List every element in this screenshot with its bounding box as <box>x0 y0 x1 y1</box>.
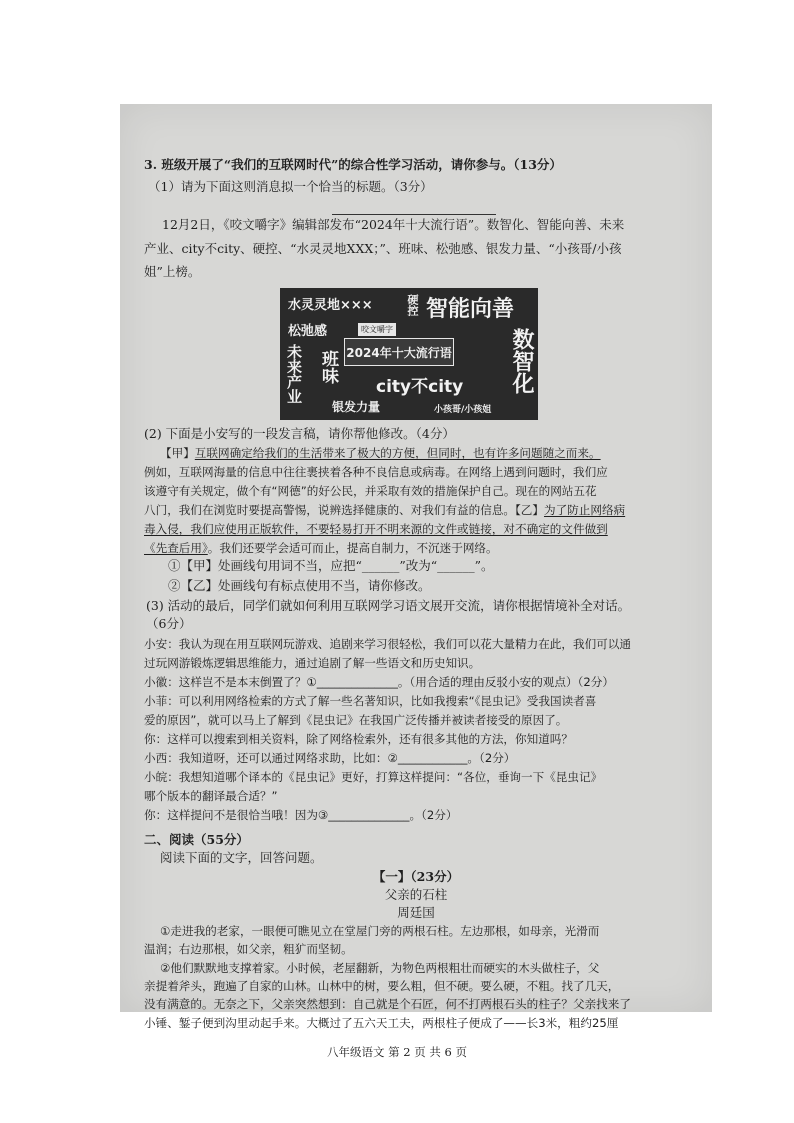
news-line-3: 姐”上榜。 <box>144 264 201 279</box>
speech-line-6: 《先查后用》。我们还要学会适可而止，提高自制力，不沉迷于网络。 <box>144 541 498 555</box>
question-3-title: 3. 班级开展了“我们的互联网时代”的综合性学习活动，请你参与。（13分） <box>144 157 562 172</box>
article-line: 温润；右边那根，如父亲，粗犷而坚韧。 <box>144 942 353 956</box>
dialog-line: 你：这样提问不是很恰当哦！因为③______________。（2分） <box>144 808 458 822</box>
page-footer: 八年级语文 第 2 页 共 6 页 <box>326 1045 468 1059</box>
exam-page <box>120 104 712 1012</box>
section-heading: 【一】（23分） <box>372 869 460 884</box>
banner-word: 松弛感 <box>288 324 328 339</box>
dialog-line: 小菲：可以利用网络检索的方式了解一些名著知识，比如我搜索“《昆虫记》受我国读者喜 <box>144 694 597 708</box>
dialog-line: 小皖：我想知道哪个译本的《昆虫记》更好，打算这样提问：“各位，垂询一下《昆虫记》 <box>144 770 603 784</box>
subquestion-2: (2) 下面是小安写的一段发言稿，请你帮他修改。（4分） <box>144 426 455 441</box>
news-line-2: 产业、city不city、硬控、“水灵灵地XXX；”、班味、松弛感、银发力量、“小孩哥/小孩 <box>144 241 622 256</box>
buzzwords-banner <box>280 288 538 420</box>
banner-title-box: 2024年十大流行语 <box>344 338 454 366</box>
subquestion-3: (3) 活动的最后，同学们就如何利用互联网学习语文展开交流，请你根据情境补全对话。 <box>146 598 631 613</box>
banner-word: 班味 <box>318 350 338 384</box>
banner-word: city不city <box>376 377 464 397</box>
article-line: ①走进我的老家，一眼便可瞧见立在堂屋门旁的两根石柱。左边那根，如母亲，光滑而 <box>160 924 600 938</box>
speech-line-3: 该遵守有关规定，做个有“网德”的好公民，并采取有效的措施保护自己。现在的网站五花 <box>144 484 597 498</box>
part-2-heading: 二、阅读（55分） <box>144 832 249 847</box>
article-line: 亲提着斧头，跑遍了自家的山林。山林中的树，要么粗，但不硬。要么硬，不粗。找了几天， <box>144 979 620 993</box>
subquestion-1: （1）请为下面这则消息拟一个恰当的标题。（3分） <box>148 179 433 194</box>
banner-word: 小孩哥/小孩姐 <box>434 405 492 415</box>
dialog-line: 你：这样可以搜索到相关资料，除了网络检索外，还有很多其他的方法，你知道吗？ <box>144 732 573 746</box>
speech-line-4: 八门，我们在浏览时要提高警惕，说辨选择健康的、对我们有益的信息。【乙】为了防止网络病 <box>144 503 626 517</box>
speech-line-1: 【甲】互联网确定给我们的生活带来了极大的方便，但同时，也有许多问题随之而来。 <box>160 446 601 460</box>
banner-word: 数智化 <box>509 328 534 394</box>
speech-line-5: 毒入侵，我们应使用正版软件，不要轻易打开不明来源的文件或链接，对不确定的文件做到 <box>144 522 608 536</box>
article-line: ②他们默默地支撑着家。小时候，老屋翻新，为物色两根粗壮而硬实的木头做柱子，父 <box>160 961 600 975</box>
article-line: 没有满意的。无奈之下，父亲突然想到：自己就是个石匠，何不打两根石头的柱子？父亲找来了 <box>144 997 631 1011</box>
reading-instruction: 阅读下面的文字，回答问题。 <box>160 850 323 865</box>
article-title: 父亲的石柱 <box>384 887 448 902</box>
fix-item-1: ①【甲】处画线句用词不当，应把“______”改为“______”。 <box>168 558 494 573</box>
banner-word: 硬控 <box>406 294 419 316</box>
article-line: 小锤、錾子便到沟里动起手来。大概过了五六天工夫，两根柱子便成了——长3米，粗约25厘 <box>144 1016 619 1030</box>
article-author: 周廷国 <box>397 905 435 920</box>
title-answer-blank[interactable] <box>332 214 496 215</box>
banner-logo: 咬文嚼字 <box>358 323 396 336</box>
dialog-line: 哪个版本的翻译最合适？” <box>144 789 278 803</box>
speech-line-2: 例如，互联网海量的信息中往往裹挟着各种不良信息或病毒。在网络上遇到问题时，我们应 <box>144 465 608 479</box>
fix-item-2: ②【乙】处画线句有标点使用不当，请你修改。 <box>168 578 431 593</box>
dialog-line: 过玩网游锻炼逻辑思维能力，通过追剧了解一些语文和历史知识。 <box>144 656 481 670</box>
dialog-line: 小安：我认为现在用互联网玩游戏、追剧来学习很轻松，我们可以花大量精力在此，我们可以通 <box>144 637 631 651</box>
news-line-1: 12月2日，《咬文嚼字》编辑部发布“2024年十大流行语”。数智化、智能向善、未来 <box>162 217 625 232</box>
banner-word: 水灵灵地××× <box>288 298 373 313</box>
dialog-line: 小西：我知道呀，还可以通过网络求助，比如：②____________。（2分） <box>144 751 516 765</box>
banner-word: 智能向善 <box>426 297 515 322</box>
subquestion-3-score: （6分） <box>146 616 192 631</box>
banner-word: 未来产业 <box>285 344 303 404</box>
banner-word: 银发力量 <box>332 400 381 414</box>
dialog-line: 爱的原因”，就可以马上了解到《昆虫记》在我国广泛传播并被读者接受的原因了。 <box>144 713 568 727</box>
dialog-line: 小徽：这样岂不是本末倒置了？①______________。（用合适的理由反驳小安的观点）（2分） <box>144 675 614 689</box>
